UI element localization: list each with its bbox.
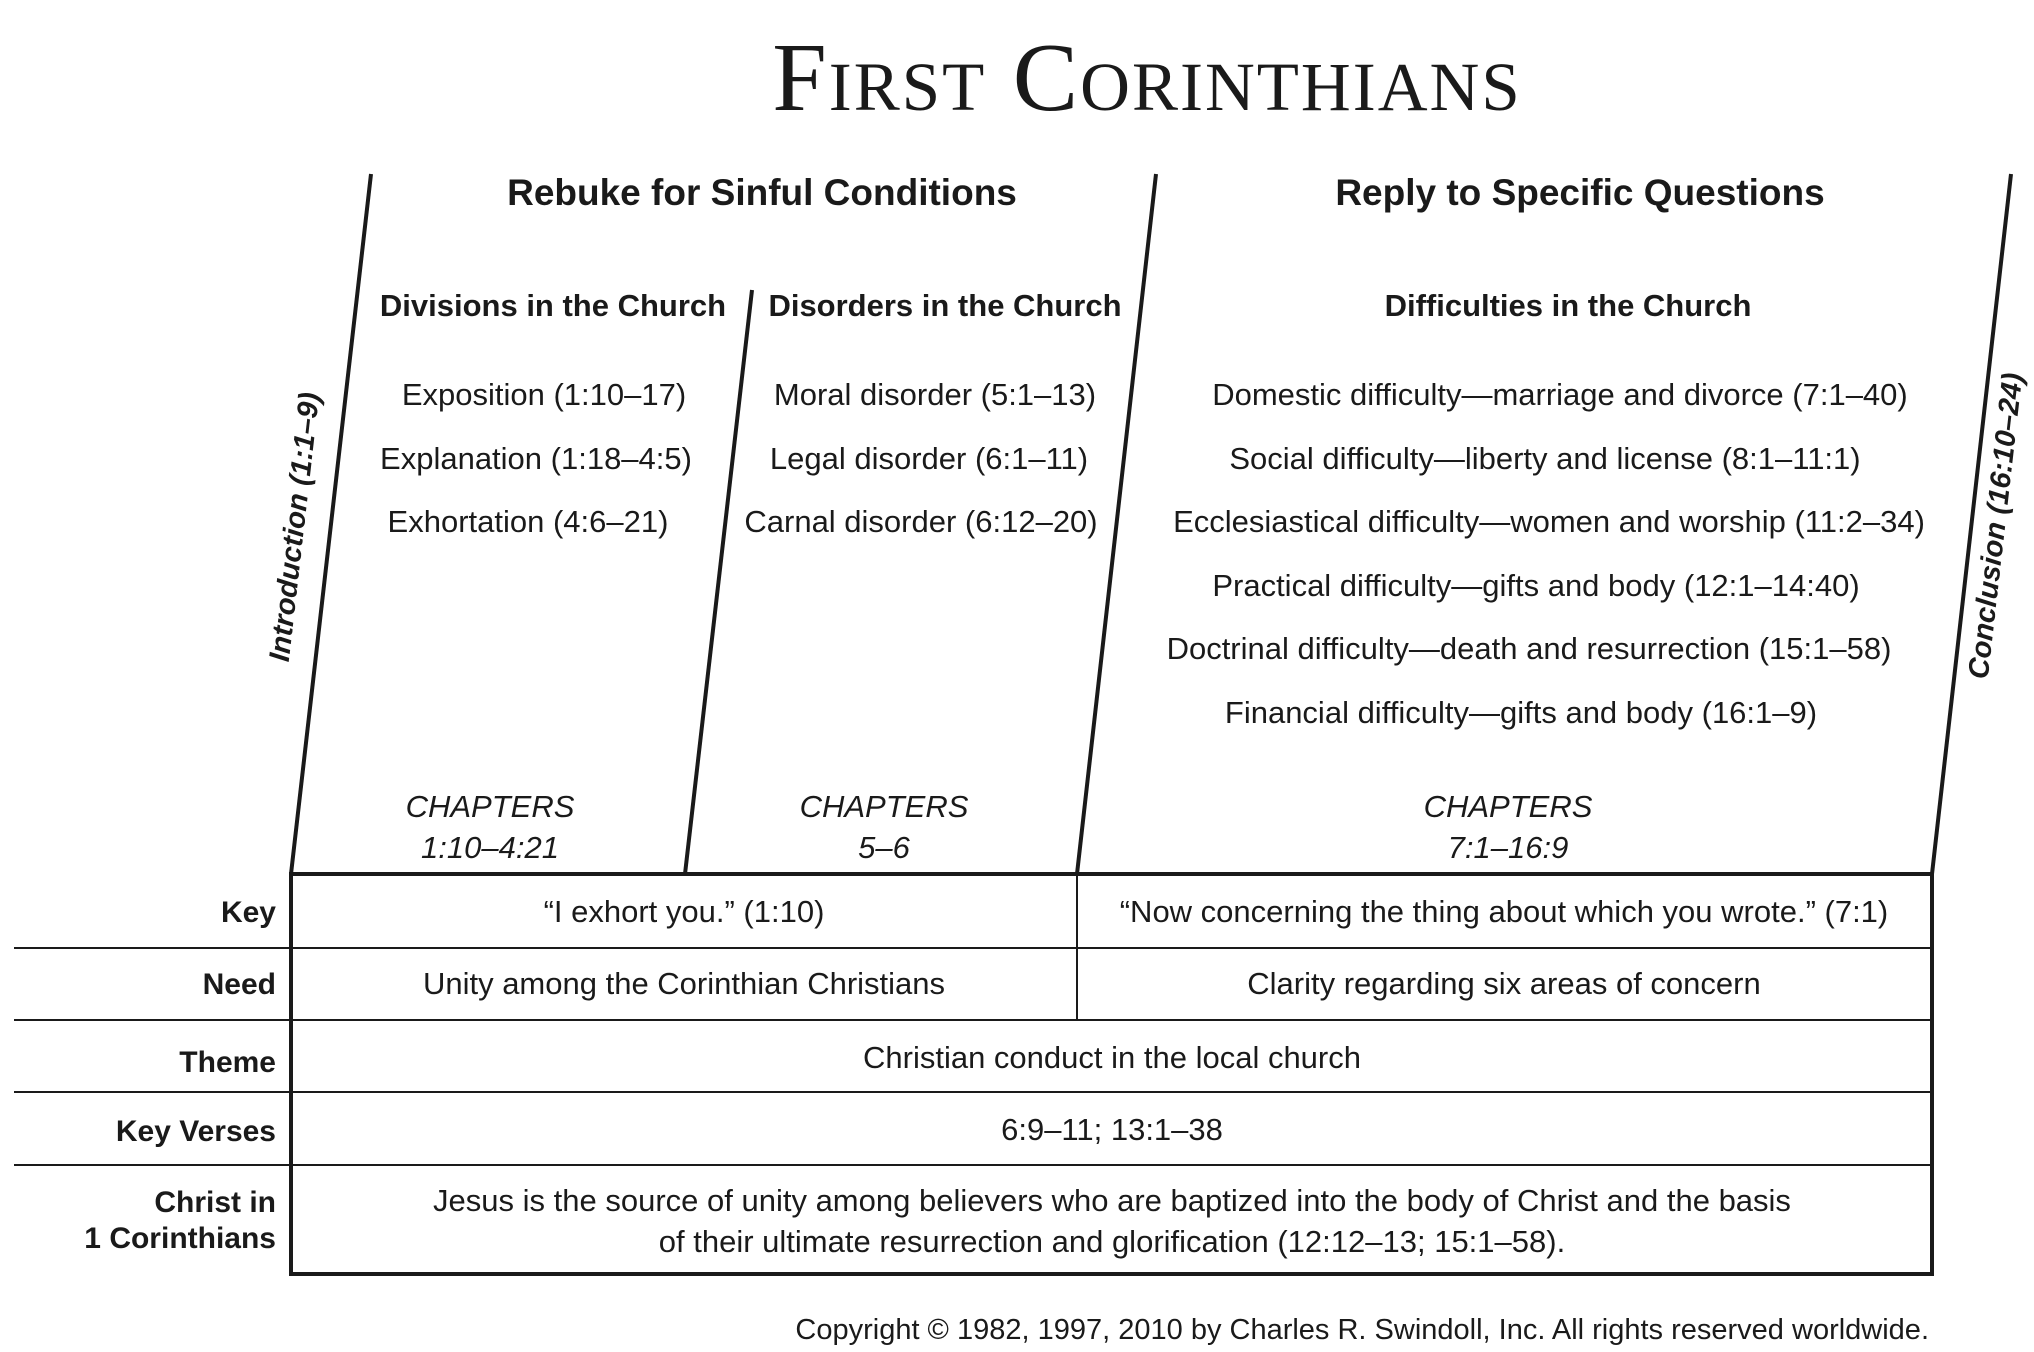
row-label-christ: 1 Corinthians <box>84 1222 276 1255</box>
chapters-range: 7:1–16:9 <box>1447 830 1569 865</box>
chapters-range: 1:10–4:21 <box>421 830 559 865</box>
difficulties-item: Financial difficulty—gifts and body (16:1–9) <box>1224 695 1818 730</box>
row-label-christ: Christ in <box>154 1186 276 1219</box>
key-right-cell: “Now concerning the thing about which you wrote.” (7:1) <box>1119 894 1889 929</box>
difficulties-item: Domestic difficulty—marriage and divorce (7:1–40) <box>1212 377 1908 412</box>
need-left-cell: Unity among the Corinthian Christians <box>422 966 946 1001</box>
chapters-range: 5–6 <box>858 830 910 865</box>
disorders-item: Carnal disorder (6:12–20) <box>744 504 1098 539</box>
row-label-theme: Theme <box>179 1046 276 1079</box>
section-header-rebuke: Rebuke for Sinful Conditions <box>507 172 1017 213</box>
subheader-divisions: Divisions in the Church <box>379 288 727 323</box>
chapters-label: CHAPTERS <box>1423 789 1593 824</box>
key-left-cell: “I exhort you.” (1:10) <box>543 894 825 929</box>
subsection-divider <box>685 290 752 874</box>
difficulties-item: Ecclesiastical difficulty—women and worship (11:2–34) <box>1173 504 1925 539</box>
conclusion-label: Conclusion (16:10–24) <box>1962 371 2030 681</box>
page-title: First Corinthians <box>772 24 1522 132</box>
section-header-reply: Reply to Specific Questions <box>1335 172 1825 213</box>
row-label-key: Key <box>220 896 276 929</box>
introduction-label: Introduction (1:1–9) <box>263 390 327 664</box>
disorders-item: Legal disorder (6:1–11) <box>769 441 1089 476</box>
subheader-difficulties: Difficulties in the Church <box>1384 288 1752 323</box>
christ-cell-line: Jesus is the source of unity among believers who are baptized into the body of Christ and the basis <box>433 1183 1791 1218</box>
difficulties-item: Doctrinal difficulty—death and resurrection (15:1–58) <box>1166 631 1892 666</box>
difficulties-item: Practical difficulty—gifts and body (12:1–14:40) <box>1212 568 1860 603</box>
row-label-key-verses: Key Verses <box>115 1115 276 1148</box>
need-right-cell: Clarity regarding six areas of concern <box>1247 966 1761 1001</box>
difficulties-item: Social difficulty—liberty and license (8:1–11:1) <box>1229 441 1861 476</box>
copyright-notice: Copyright © 1982, 1997, 2010 by Charles R. Swindoll, Inc. All rights reserved worldwide. <box>795 1314 1929 1346</box>
chapters-label: CHAPTERS <box>799 789 969 824</box>
divisions-item: Exposition (1:10–17) <box>401 377 687 412</box>
theme-cell: Christian conduct in the local church <box>863 1040 1361 1075</box>
chapters-label: CHAPTERS <box>405 789 575 824</box>
divisions-item: Exhortation (4:6–21) <box>387 504 669 539</box>
key-verses-cell: 6:9–11; 13:1–38 <box>1001 1112 1223 1147</box>
christ-cell-line: of their ultimate resurrection and glorification (12:12–13; 15:1–58). <box>658 1224 1566 1259</box>
divisions-item: Explanation (1:18–4:5) <box>380 441 692 476</box>
subheader-disorders: Disorders in the Church <box>768 288 1122 323</box>
row-label-need: Need <box>202 968 276 1001</box>
disorders-item: Moral disorder (5:1–13) <box>773 377 1097 412</box>
